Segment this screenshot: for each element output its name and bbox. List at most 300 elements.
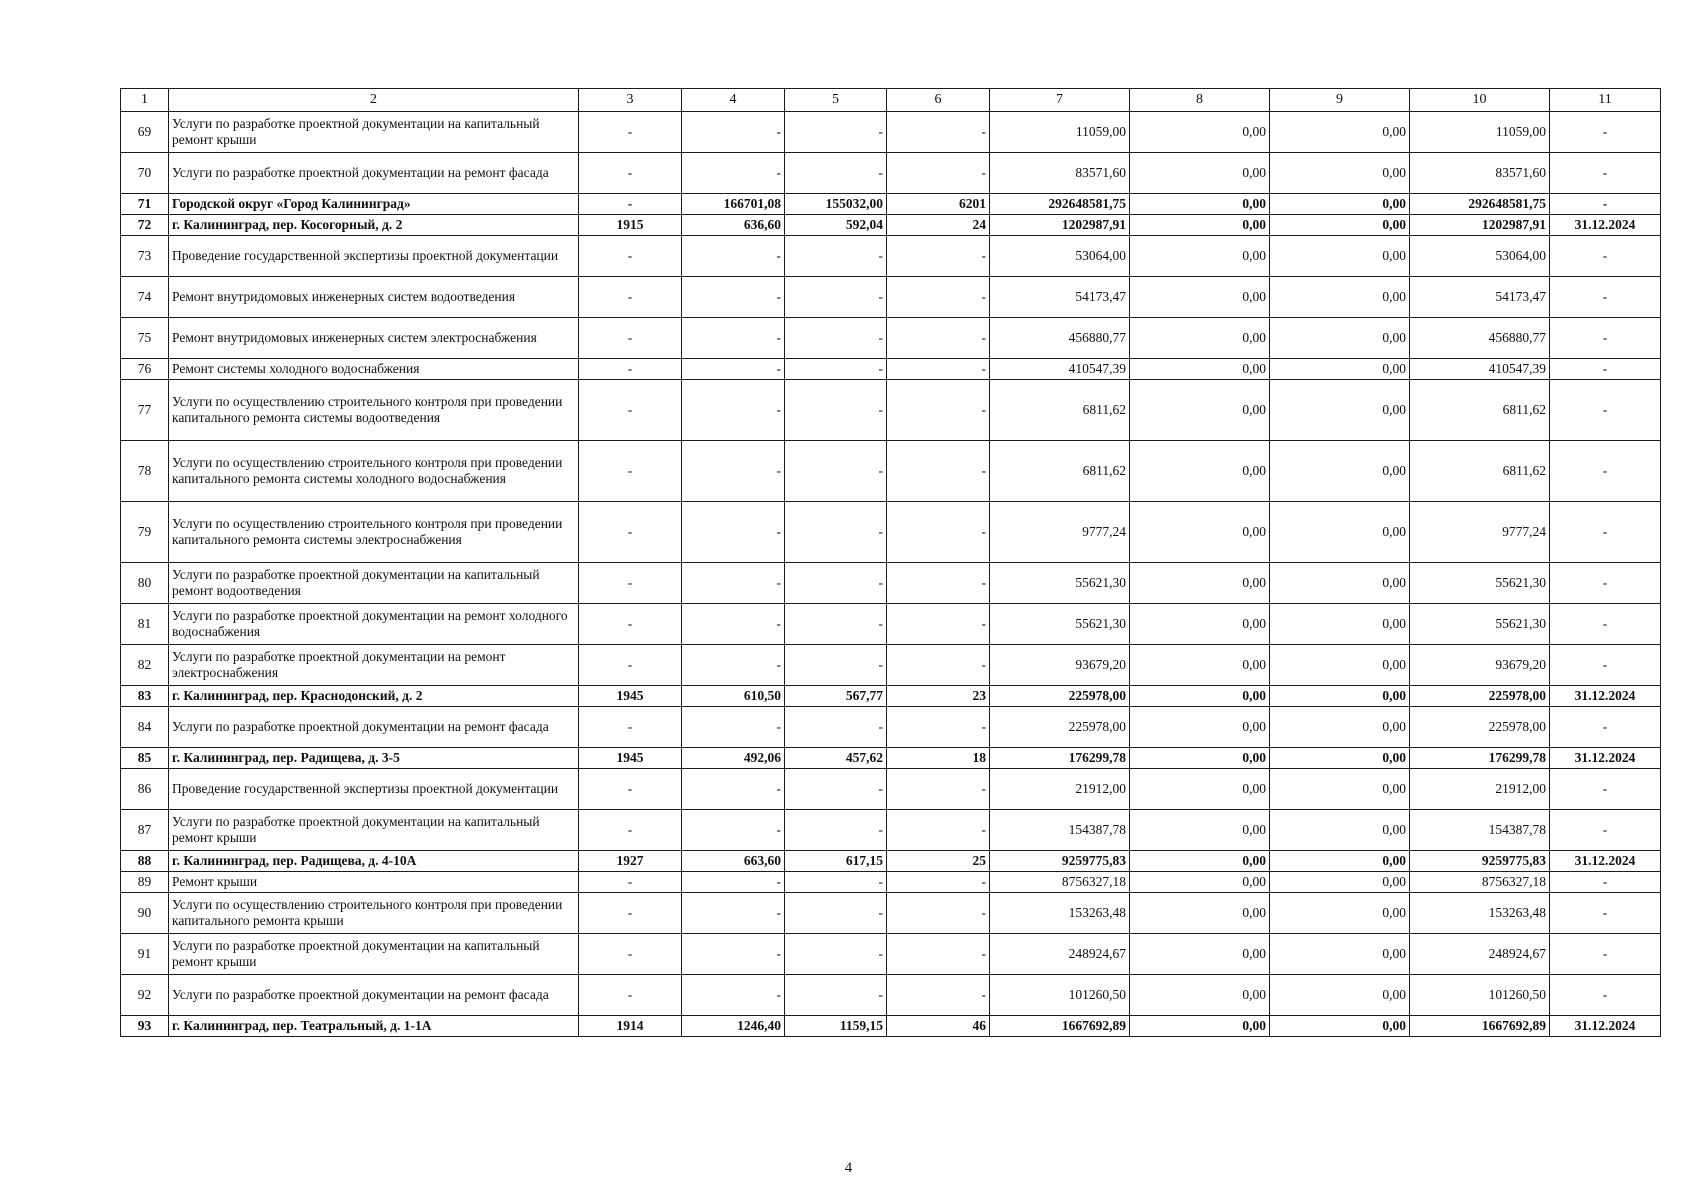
completion-date-cell: - bbox=[1550, 604, 1661, 645]
area-living-cell: - bbox=[785, 236, 887, 277]
cost-other-cell: 0,00 bbox=[1270, 318, 1410, 359]
year-value-cell: - bbox=[579, 975, 682, 1016]
cost-regional-cell: 9259775,83 bbox=[1410, 851, 1550, 872]
table-row bbox=[121, 748, 1661, 769]
table-row bbox=[121, 851, 1661, 872]
area-total-cell: 1246,40 bbox=[682, 1016, 785, 1037]
cost-other-cell: 0,00 bbox=[1270, 1016, 1410, 1037]
completion-date-cell: - bbox=[1550, 975, 1661, 1016]
cost-other-cell: 0,00 bbox=[1270, 851, 1410, 872]
area-total-cell: 663,60 bbox=[682, 851, 785, 872]
row-number-cell: 77 bbox=[121, 380, 169, 441]
area-living-cell: - bbox=[785, 707, 887, 748]
cost-fund-cell: 0,00 bbox=[1130, 872, 1270, 893]
cost-regional-cell: 6811,62 bbox=[1410, 380, 1550, 441]
cost-regional-cell: 292648581,75 bbox=[1410, 194, 1550, 215]
area-total-cell: - bbox=[682, 441, 785, 502]
item-name-cell: Услуги по осуществлению строительного контроля при проведении капитального ремонта системы водоотведения bbox=[169, 380, 579, 441]
year-value-cell: - bbox=[579, 441, 682, 502]
cost-fund-cell: 0,00 bbox=[1130, 380, 1270, 441]
table-row bbox=[121, 893, 1661, 934]
table-row bbox=[121, 934, 1661, 975]
area-living-cell: - bbox=[785, 112, 887, 153]
row-number-cell: 84 bbox=[121, 707, 169, 748]
row-number-cell: 89 bbox=[121, 872, 169, 893]
cost-fund-cell: 0,00 bbox=[1130, 707, 1270, 748]
area-total-cell: - bbox=[682, 236, 785, 277]
cost-fund-cell: 0,00 bbox=[1130, 748, 1270, 769]
table-row bbox=[121, 153, 1661, 194]
area-living-cell: - bbox=[785, 277, 887, 318]
area-total-cell: - bbox=[682, 380, 785, 441]
cost-total-cell: 21912,00 bbox=[990, 769, 1130, 810]
residents-count-cell: - bbox=[887, 112, 990, 153]
cost-regional-cell: 153263,48 bbox=[1410, 893, 1550, 934]
completion-date-cell: - bbox=[1550, 236, 1661, 277]
residents-count-cell: - bbox=[887, 975, 990, 1016]
cost-other-cell: 0,00 bbox=[1270, 934, 1410, 975]
cost-total-cell: 1667692,89 bbox=[990, 1016, 1130, 1037]
row-number-cell: 81 bbox=[121, 604, 169, 645]
column-header: 6 bbox=[887, 89, 990, 112]
area-living-cell: 155032,00 bbox=[785, 194, 887, 215]
area-living-cell: - bbox=[785, 441, 887, 502]
year-value-cell: - bbox=[579, 359, 682, 380]
cost-other-cell: 0,00 bbox=[1270, 893, 1410, 934]
area-living-cell: - bbox=[785, 975, 887, 1016]
area-living-cell: 567,77 bbox=[785, 686, 887, 707]
area-living-cell: - bbox=[785, 380, 887, 441]
cost-total-cell: 53064,00 bbox=[990, 236, 1130, 277]
cost-regional-cell: 176299,78 bbox=[1410, 748, 1550, 769]
table-row bbox=[121, 563, 1661, 604]
cost-fund-cell: 0,00 bbox=[1130, 112, 1270, 153]
residents-count-cell: - bbox=[887, 441, 990, 502]
cost-other-cell: 0,00 bbox=[1270, 707, 1410, 748]
area-total-cell: - bbox=[682, 563, 785, 604]
completion-date-cell: - bbox=[1550, 380, 1661, 441]
area-total-cell: - bbox=[682, 277, 785, 318]
cost-total-cell: 154387,78 bbox=[990, 810, 1130, 851]
cost-regional-cell: 53064,00 bbox=[1410, 236, 1550, 277]
cost-other-cell: 0,00 bbox=[1270, 194, 1410, 215]
table-row bbox=[121, 359, 1661, 380]
column-header: 11 bbox=[1550, 89, 1661, 112]
year-value-cell: - bbox=[579, 277, 682, 318]
row-number-cell: 80 bbox=[121, 563, 169, 604]
residents-count-cell: - bbox=[887, 380, 990, 441]
table-body bbox=[121, 112, 1661, 1037]
area-total-cell: - bbox=[682, 153, 785, 194]
item-name-cell: Услуги по разработке проектной документации на ремонт фасада bbox=[169, 153, 579, 194]
cost-other-cell: 0,00 bbox=[1270, 686, 1410, 707]
cost-fund-cell: 0,00 bbox=[1130, 893, 1270, 934]
table-row bbox=[121, 975, 1661, 1016]
year-value-cell: 1945 bbox=[579, 686, 682, 707]
cost-regional-cell: 225978,00 bbox=[1410, 707, 1550, 748]
cost-fund-cell: 0,00 bbox=[1130, 934, 1270, 975]
completion-date-cell: - bbox=[1550, 872, 1661, 893]
residents-count-cell: - bbox=[887, 359, 990, 380]
year-value-cell: - bbox=[579, 872, 682, 893]
year-value-cell: - bbox=[579, 194, 682, 215]
area-living-cell: - bbox=[785, 769, 887, 810]
item-name-cell: Услуги по разработке проектной документации на капитальный ремонт крыши bbox=[169, 810, 579, 851]
item-name-cell: Услуги по осуществлению строительного контроля при проведении капитального ремонта крыши bbox=[169, 893, 579, 934]
cost-fund-cell: 0,00 bbox=[1130, 441, 1270, 502]
row-number-cell: 78 bbox=[121, 441, 169, 502]
completion-date-cell: - bbox=[1550, 810, 1661, 851]
column-header: 3 bbox=[579, 89, 682, 112]
year-value-cell: - bbox=[579, 112, 682, 153]
area-total-cell: - bbox=[682, 502, 785, 563]
cost-regional-cell: 1667692,89 bbox=[1410, 1016, 1550, 1037]
cost-other-cell: 0,00 bbox=[1270, 810, 1410, 851]
area-total-cell: - bbox=[682, 893, 785, 934]
item-name-cell: Ремонт крыши bbox=[169, 872, 579, 893]
residents-count-cell: - bbox=[887, 502, 990, 563]
cost-other-cell: 0,00 bbox=[1270, 153, 1410, 194]
cost-fund-cell: 0,00 bbox=[1130, 810, 1270, 851]
residents-count-cell: 25 bbox=[887, 851, 990, 872]
area-total-cell: - bbox=[682, 359, 785, 380]
row-number-cell: 71 bbox=[121, 194, 169, 215]
completion-date-cell: - bbox=[1550, 769, 1661, 810]
cost-total-cell: 153263,48 bbox=[990, 893, 1130, 934]
row-number-cell: 69 bbox=[121, 112, 169, 153]
completion-date-cell: - bbox=[1550, 441, 1661, 502]
completion-date-cell: - bbox=[1550, 707, 1661, 748]
cost-regional-cell: 55621,30 bbox=[1410, 563, 1550, 604]
year-value-cell: - bbox=[579, 502, 682, 563]
cost-total-cell: 225978,00 bbox=[990, 707, 1130, 748]
cost-total-cell: 55621,30 bbox=[990, 563, 1130, 604]
cost-total-cell: 54173,47 bbox=[990, 277, 1130, 318]
cost-other-cell: 0,00 bbox=[1270, 112, 1410, 153]
cost-total-cell: 11059,00 bbox=[990, 112, 1130, 153]
row-number-cell: 75 bbox=[121, 318, 169, 359]
item-name-cell: Услуги по разработке проектной документации на ремонт холодного водоснабжения bbox=[169, 604, 579, 645]
year-value-cell: - bbox=[579, 707, 682, 748]
cost-regional-cell: 248924,67 bbox=[1410, 934, 1550, 975]
cost-other-cell: 0,00 bbox=[1270, 215, 1410, 236]
cost-regional-cell: 93679,20 bbox=[1410, 645, 1550, 686]
residents-count-cell: - bbox=[887, 707, 990, 748]
column-header: 2 bbox=[169, 89, 579, 112]
residents-count-cell: - bbox=[887, 769, 990, 810]
table-row bbox=[121, 277, 1661, 318]
cost-fund-cell: 0,00 bbox=[1130, 277, 1270, 318]
item-name-cell: г. Калининград, пер. Краснодонский, д. 2 bbox=[169, 686, 579, 707]
year-value-cell: 1927 bbox=[579, 851, 682, 872]
page-number: 4 bbox=[844, 1160, 853, 1176]
completion-date-cell: 31.12.2024 bbox=[1550, 748, 1661, 769]
cost-total-cell: 1202987,91 bbox=[990, 215, 1130, 236]
residents-count-cell: 18 bbox=[887, 748, 990, 769]
residents-count-cell: - bbox=[887, 563, 990, 604]
completion-date-cell: - bbox=[1550, 359, 1661, 380]
table-row bbox=[121, 380, 1661, 441]
row-number-cell: 90 bbox=[121, 893, 169, 934]
completion-date-cell: - bbox=[1550, 153, 1661, 194]
residents-count-cell: - bbox=[887, 645, 990, 686]
residents-count-cell: - bbox=[887, 277, 990, 318]
cost-other-cell: 0,00 bbox=[1270, 975, 1410, 1016]
table-row bbox=[121, 686, 1661, 707]
year-value-cell: - bbox=[579, 893, 682, 934]
row-number-cell: 92 bbox=[121, 975, 169, 1016]
item-name-cell: Услуги по разработке проектной документации на ремонт электроснабжения bbox=[169, 645, 579, 686]
item-name-cell: г. Калининград, пер. Театральный, д. 1-1А bbox=[169, 1016, 579, 1037]
area-total-cell: - bbox=[682, 112, 785, 153]
area-living-cell: 592,04 bbox=[785, 215, 887, 236]
completion-date-cell: 31.12.2024 bbox=[1550, 1016, 1661, 1037]
cost-regional-cell: 55621,30 bbox=[1410, 604, 1550, 645]
residents-count-cell: - bbox=[887, 934, 990, 975]
column-header: 5 bbox=[785, 89, 887, 112]
item-name-cell: Услуги по разработке проектной документации на ремонт фасада bbox=[169, 975, 579, 1016]
row-number-cell: 70 bbox=[121, 153, 169, 194]
area-total-cell: - bbox=[682, 934, 785, 975]
area-living-cell: - bbox=[785, 893, 887, 934]
cost-total-cell: 101260,50 bbox=[990, 975, 1130, 1016]
cost-other-cell: 0,00 bbox=[1270, 645, 1410, 686]
table-row bbox=[121, 502, 1661, 563]
item-name-cell: г. Калининград, пер. Косогорный, д. 2 bbox=[169, 215, 579, 236]
year-value-cell: - bbox=[579, 645, 682, 686]
cost-other-cell: 0,00 bbox=[1270, 748, 1410, 769]
year-value-cell: - bbox=[579, 318, 682, 359]
cost-regional-cell: 154387,78 bbox=[1410, 810, 1550, 851]
item-name-cell: Услуги по разработке проектной документации на капитальный ремонт крыши bbox=[169, 934, 579, 975]
cost-fund-cell: 0,00 bbox=[1130, 851, 1270, 872]
cost-regional-cell: 6811,62 bbox=[1410, 441, 1550, 502]
year-value-cell: - bbox=[579, 563, 682, 604]
cost-fund-cell: 0,00 bbox=[1130, 215, 1270, 236]
area-living-cell: 617,15 bbox=[785, 851, 887, 872]
cost-total-cell: 225978,00 bbox=[990, 686, 1130, 707]
item-name-cell: Ремонт внутридомовых инженерных систем электроснабжения bbox=[169, 318, 579, 359]
completion-date-cell: - bbox=[1550, 277, 1661, 318]
area-total-cell: - bbox=[682, 810, 785, 851]
area-total-cell: 492,06 bbox=[682, 748, 785, 769]
residents-count-cell: - bbox=[887, 318, 990, 359]
repair-program-table bbox=[120, 88, 1661, 1037]
item-name-cell: Проведение государственной экспертизы проектной документации bbox=[169, 769, 579, 810]
item-name-cell: Услуги по разработке проектной документации на капитальный ремонт водоотведения bbox=[169, 563, 579, 604]
table-row bbox=[121, 872, 1661, 893]
area-total-cell: - bbox=[682, 975, 785, 1016]
table-row bbox=[121, 645, 1661, 686]
table-row bbox=[121, 604, 1661, 645]
cost-fund-cell: 0,00 bbox=[1130, 194, 1270, 215]
area-living-cell: - bbox=[785, 502, 887, 563]
table-row bbox=[121, 215, 1661, 236]
cost-fund-cell: 0,00 bbox=[1130, 153, 1270, 194]
row-number-cell: 82 bbox=[121, 645, 169, 686]
cost-other-cell: 0,00 bbox=[1270, 359, 1410, 380]
item-name-cell: Ремонт внутридомовых инженерных систем водоотведения bbox=[169, 277, 579, 318]
completion-date-cell: - bbox=[1550, 502, 1661, 563]
cost-fund-cell: 0,00 bbox=[1130, 975, 1270, 1016]
area-total-cell: - bbox=[682, 645, 785, 686]
item-name-cell: Проведение государственной экспертизы проектной документации bbox=[169, 236, 579, 277]
year-value-cell: 1914 bbox=[579, 1016, 682, 1037]
item-name-cell: Услуги по разработке проектной документации на капитальный ремонт крыши bbox=[169, 112, 579, 153]
year-value-cell: - bbox=[579, 236, 682, 277]
row-number-cell: 73 bbox=[121, 236, 169, 277]
cost-total-cell: 55621,30 bbox=[990, 604, 1130, 645]
row-number-cell: 93 bbox=[121, 1016, 169, 1037]
completion-date-cell: 31.12.2024 bbox=[1550, 686, 1661, 707]
cost-regional-cell: 225978,00 bbox=[1410, 686, 1550, 707]
area-living-cell: - bbox=[785, 810, 887, 851]
cost-regional-cell: 83571,60 bbox=[1410, 153, 1550, 194]
completion-date-cell: 31.12.2024 bbox=[1550, 851, 1661, 872]
item-name-cell: Ремонт системы холодного водоснабжения bbox=[169, 359, 579, 380]
cost-fund-cell: 0,00 bbox=[1130, 604, 1270, 645]
item-name-cell: Услуги по осуществлению строительного контроля при проведении капитального ремонта системы холодного водоснабжения bbox=[169, 441, 579, 502]
residents-count-cell: - bbox=[887, 153, 990, 194]
residents-count-cell: - bbox=[887, 604, 990, 645]
year-value-cell: - bbox=[579, 380, 682, 441]
table-row bbox=[121, 1016, 1661, 1037]
area-living-cell: - bbox=[785, 153, 887, 194]
row-number-cell: 79 bbox=[121, 502, 169, 563]
residents-count-cell: - bbox=[887, 236, 990, 277]
completion-date-cell: - bbox=[1550, 934, 1661, 975]
completion-date-cell: - bbox=[1550, 318, 1661, 359]
column-header: 10 bbox=[1410, 89, 1550, 112]
table-row bbox=[121, 194, 1661, 215]
cost-fund-cell: 0,00 bbox=[1130, 236, 1270, 277]
cost-total-cell: 8756327,18 bbox=[990, 872, 1130, 893]
cost-fund-cell: 0,00 bbox=[1130, 318, 1270, 359]
table-row bbox=[121, 318, 1661, 359]
cost-fund-cell: 0,00 bbox=[1130, 769, 1270, 810]
cost-other-cell: 0,00 bbox=[1270, 604, 1410, 645]
table-row bbox=[121, 769, 1661, 810]
area-living-cell: 1159,15 bbox=[785, 1016, 887, 1037]
cost-regional-cell: 54173,47 bbox=[1410, 277, 1550, 318]
area-total-cell: 610,50 bbox=[682, 686, 785, 707]
residents-count-cell: - bbox=[887, 893, 990, 934]
column-header: 8 bbox=[1130, 89, 1270, 112]
row-number-cell: 85 bbox=[121, 748, 169, 769]
cost-total-cell: 9777,24 bbox=[990, 502, 1130, 563]
column-header: 1 bbox=[121, 89, 169, 112]
row-number-cell: 72 bbox=[121, 215, 169, 236]
area-living-cell: - bbox=[785, 604, 887, 645]
area-living-cell: - bbox=[785, 872, 887, 893]
completion-date-cell: - bbox=[1550, 194, 1661, 215]
cost-regional-cell: 101260,50 bbox=[1410, 975, 1550, 1016]
cost-total-cell: 83571,60 bbox=[990, 153, 1130, 194]
cost-fund-cell: 0,00 bbox=[1130, 563, 1270, 604]
area-total-cell: - bbox=[682, 769, 785, 810]
area-living-cell: - bbox=[785, 645, 887, 686]
cost-total-cell: 248924,67 bbox=[990, 934, 1130, 975]
item-name-cell: Городской округ «Город Калининград» bbox=[169, 194, 579, 215]
cost-fund-cell: 0,00 bbox=[1130, 686, 1270, 707]
cost-other-cell: 0,00 bbox=[1270, 563, 1410, 604]
cost-fund-cell: 0,00 bbox=[1130, 359, 1270, 380]
year-value-cell: - bbox=[579, 810, 682, 851]
residents-count-cell: 46 bbox=[887, 1016, 990, 1037]
year-value-cell: 1915 bbox=[579, 215, 682, 236]
residents-count-cell: - bbox=[887, 872, 990, 893]
row-number-cell: 91 bbox=[121, 934, 169, 975]
table-row bbox=[121, 236, 1661, 277]
cost-regional-cell: 410547,39 bbox=[1410, 359, 1550, 380]
area-total-cell: 166701,08 bbox=[682, 194, 785, 215]
area-living-cell: - bbox=[785, 359, 887, 380]
residents-count-cell: 24 bbox=[887, 215, 990, 236]
cost-fund-cell: 0,00 bbox=[1130, 502, 1270, 563]
column-header: 9 bbox=[1270, 89, 1410, 112]
table-row bbox=[121, 707, 1661, 748]
area-total-cell: - bbox=[682, 604, 785, 645]
cost-fund-cell: 0,00 bbox=[1130, 1016, 1270, 1037]
residents-count-cell: - bbox=[887, 810, 990, 851]
year-value-cell: 1945 bbox=[579, 748, 682, 769]
year-value-cell: - bbox=[579, 934, 682, 975]
cost-other-cell: 0,00 bbox=[1270, 380, 1410, 441]
completion-date-cell: - bbox=[1550, 645, 1661, 686]
area-living-cell: 457,62 bbox=[785, 748, 887, 769]
column-header: 4 bbox=[682, 89, 785, 112]
item-name-cell: Услуги по разработке проектной документации на ремонт фасада bbox=[169, 707, 579, 748]
cost-regional-cell: 8756327,18 bbox=[1410, 872, 1550, 893]
cost-other-cell: 0,00 bbox=[1270, 441, 1410, 502]
column-number-row bbox=[121, 89, 1661, 112]
completion-date-cell: - bbox=[1550, 563, 1661, 604]
cost-regional-cell: 11059,00 bbox=[1410, 112, 1550, 153]
year-value-cell: - bbox=[579, 769, 682, 810]
cost-regional-cell: 21912,00 bbox=[1410, 769, 1550, 810]
year-value-cell: - bbox=[579, 604, 682, 645]
cost-regional-cell: 456880,77 bbox=[1410, 318, 1550, 359]
area-total-cell: 636,60 bbox=[682, 215, 785, 236]
table-row bbox=[121, 810, 1661, 851]
row-number-cell: 88 bbox=[121, 851, 169, 872]
completion-date-cell: - bbox=[1550, 112, 1661, 153]
cost-total-cell: 93679,20 bbox=[990, 645, 1130, 686]
area-living-cell: - bbox=[785, 318, 887, 359]
cost-total-cell: 456880,77 bbox=[990, 318, 1130, 359]
completion-date-cell: 31.12.2024 bbox=[1550, 215, 1661, 236]
cost-total-cell: 9259775,83 bbox=[990, 851, 1130, 872]
cost-total-cell: 176299,78 bbox=[990, 748, 1130, 769]
year-value-cell: - bbox=[579, 153, 682, 194]
residents-count-cell: 6201 bbox=[887, 194, 990, 215]
item-name-cell: г. Калининград, пер. Радищева, д. 3-5 bbox=[169, 748, 579, 769]
cost-other-cell: 0,00 bbox=[1270, 872, 1410, 893]
cost-other-cell: 0,00 bbox=[1270, 502, 1410, 563]
item-name-cell: Услуги по осуществлению строительного контроля при проведении капитального ремонта системы электроснабжения bbox=[169, 502, 579, 563]
row-number-cell: 86 bbox=[121, 769, 169, 810]
cost-other-cell: 0,00 bbox=[1270, 769, 1410, 810]
item-name-cell: г. Калининград, пер. Радищева, д. 4-10А bbox=[169, 851, 579, 872]
cost-total-cell: 6811,62 bbox=[990, 380, 1130, 441]
cost-total-cell: 6811,62 bbox=[990, 441, 1130, 502]
cost-other-cell: 0,00 bbox=[1270, 277, 1410, 318]
row-number-cell: 83 bbox=[121, 686, 169, 707]
cost-regional-cell: 1202987,91 bbox=[1410, 215, 1550, 236]
residents-count-cell: 23 bbox=[887, 686, 990, 707]
cost-total-cell: 410547,39 bbox=[990, 359, 1130, 380]
cost-regional-cell: 9777,24 bbox=[1410, 502, 1550, 563]
